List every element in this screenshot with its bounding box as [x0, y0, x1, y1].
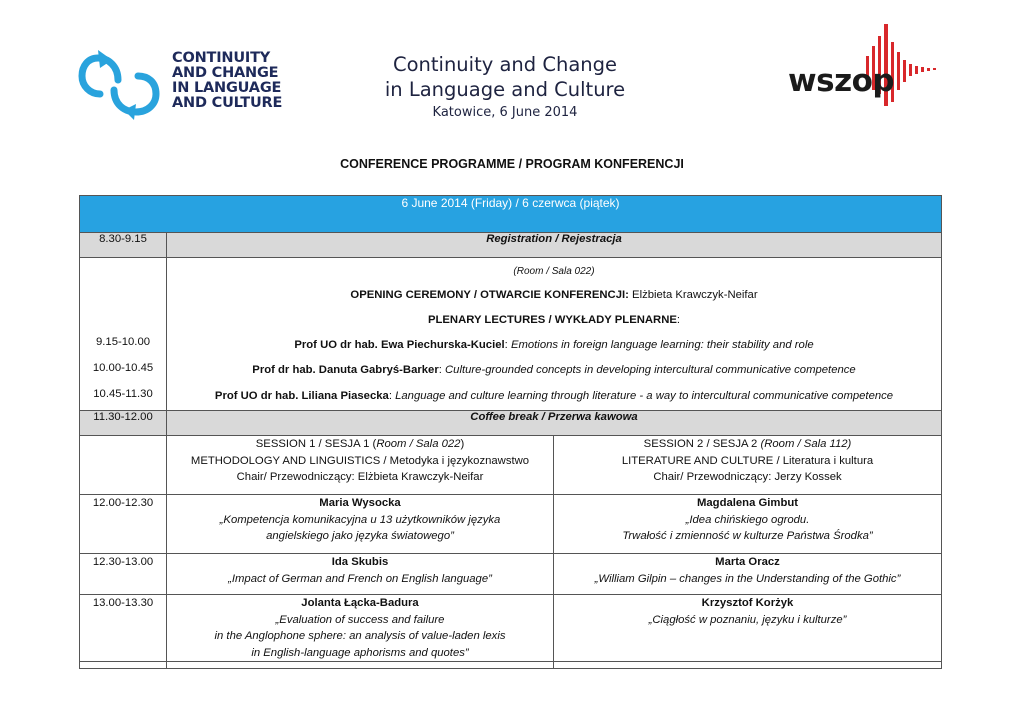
registration-row: [80, 233, 942, 258]
conference-title-line1: Continuity and Change: [392, 53, 618, 76]
plenary-room: (Room / Sala 022): [513, 266, 595, 277]
session-2-chair: Chair/ Przewodniczący: Jerzy Kossek: [653, 471, 842, 483]
time-cell: 12.30-13.00: [80, 554, 167, 595]
talk-title-line: „Idea chińskiego ogrodu.: [685, 513, 810, 526]
time-cell: 10.45-11.30: [93, 388, 153, 400]
talk-speaker: Krzysztof Korżyk: [701, 597, 794, 609]
coffee-break-label: Coffee break / Przerwa kawowa: [167, 411, 942, 436]
time-cell: [80, 436, 167, 495]
coffee-break-row: [80, 411, 942, 436]
plenary-talk: Prof UO dr hab. Liliana Piasecka: Language and culture learning through literature - a way to intercultural communicative competence: [214, 390, 894, 402]
session-1-talk: [167, 595, 554, 662]
empty-cell: [80, 662, 167, 669]
session-2-talk: [554, 554, 942, 595]
slot-row: [80, 495, 942, 554]
session-1-topic: METHODOLOGY AND LINGUISTICS / Metodyka i językoznawstwo: [190, 454, 530, 467]
time-cell: 12.00-12.30: [80, 495, 167, 554]
talk-speaker: Maria Wysocka: [319, 497, 401, 509]
plenary-lectures-colon: :: [676, 314, 681, 326]
plenary-body: [167, 258, 942, 411]
plenary-talk: Prof UO dr hab. Ewa Piechurska-Kuciel: Emotions in foreign language learning: their stability and role: [294, 339, 814, 351]
talk-title-line: in the Anglophone sphere: an analysis of value-laden lexis: [214, 630, 506, 642]
logo-line: AND CHANGE: [172, 65, 279, 81]
programme-table: [79, 195, 942, 669]
time-cell: 13.00-13.30: [80, 595, 167, 662]
talk-title-line: in English-language aphorisms and quotes”: [251, 646, 469, 659]
talk-title-line: „Evaluation of success and failure: [275, 613, 445, 626]
time-cell: 10.00-10.45: [92, 362, 154, 374]
empty-cell: [167, 662, 554, 669]
talk-speaker: Prof UO dr hab. Ewa Piechurska-Kuciel: [294, 339, 505, 351]
talk-speaker: Ida Skubis: [331, 556, 389, 568]
plenary-row: [80, 258, 942, 411]
opening-ceremony: [167, 289, 941, 301]
empty-cell: [554, 662, 942, 669]
wszop-logo-text: wszop: [788, 63, 895, 99]
opening-label: OPENING CEREMONY / OTWARCIE KONFERENCJI:: [350, 289, 629, 301]
plenary-lectures-heading: [167, 314, 941, 326]
session-1-room: Room / Sala 022: [376, 438, 461, 450]
plenary-times: [80, 258, 167, 411]
conference-title-block: [330, 52, 680, 123]
time-cell: 9.15-10.00: [95, 336, 151, 348]
sessions-header-row: [80, 436, 942, 495]
talk-speaker: Marta Oracz: [715, 556, 780, 568]
wszop-logo: [788, 22, 948, 110]
cycle-arrows-icon: [78, 50, 162, 120]
day-header-row: [80, 196, 942, 233]
talk-speaker: Jolanta Łącka-Badura: [301, 597, 419, 609]
talk-title-line: „Ciągłość w poznaniu, języku i kulturze”: [648, 613, 847, 626]
talk-title-line: „William Gilpin – changes in the Understanding of the Gothic”: [594, 572, 901, 585]
talk-title: Emotions in foreign language learning: their stability and role: [510, 339, 814, 351]
opening-person: Elżbieta Krawczyk-Neifar: [632, 289, 758, 301]
logo-line: AND CULTURE: [172, 95, 283, 111]
talk-speaker: Prof dr hab. Danuta Gabryś-Barker: [252, 364, 439, 376]
logo-line: CONTINUITY: [172, 50, 271, 66]
talk-title: Language and culture learning through literature - a way to intercultural communicative competence: [395, 390, 894, 402]
session-2-room: (Room / Sala 112): [760, 438, 852, 450]
talk-title-line: „Kompetencja komunikacyjna u 13 użytkowników języka: [219, 513, 501, 526]
plenary-lectures-label: PLENARY LECTURES / WYKŁADY PLENARNE: [427, 314, 677, 326]
session-1-label: SESSION 1 / SESJA 1 (: [255, 438, 377, 450]
page-header: [0, 0, 1024, 140]
plenary-talk: Prof dr hab. Danuta Gabryś-Barker: Culture-grounded concepts in developing intercultural communicative competence: [252, 364, 856, 376]
talk-title-line: angielskiego jako języka światowego”: [266, 530, 454, 542]
conference-place-date: Katowice, 6 June 2014: [432, 105, 578, 120]
talk-title: Culture-grounded concepts in developing intercultural communicative competence: [445, 364, 856, 376]
registration-label: Registration / Rejestracja: [167, 233, 942, 258]
talk-title-line: Trwałość i zmienność w kulturze Państwa Środka”: [622, 530, 873, 542]
programme-title: CONFERENCE PROGRAMME / PROGRAM KONFERENCJI: [340, 157, 684, 171]
logo-line: IN LANGUAGE: [172, 80, 282, 96]
session-1-label-end: ): [460, 438, 465, 450]
empty-row: [80, 662, 942, 669]
slot-row: [80, 595, 942, 662]
conference-logo-text: [172, 51, 282, 111]
session-1-talk: [167, 554, 554, 595]
time-cell: 11.30-12.00: [80, 411, 167, 436]
session-2-label: SESSION 2 / SESJA 2: [643, 438, 761, 450]
talk-speaker: Magdalena Gimbut: [696, 497, 799, 509]
session-2-header: [554, 436, 942, 495]
talk-speaker: Prof UO dr hab. Liliana Piasecka: [214, 390, 389, 402]
time-cell: 8.30-9.15: [80, 233, 167, 258]
day-label: 6 June 2014 (Friday) / 6 czerwca (piątek): [80, 196, 942, 233]
conference-title-line2: in Language and Culture: [384, 78, 626, 101]
session-2-talk: [554, 495, 942, 554]
session-2-topic: LITERATURE AND CULTURE / Literatura i kultura: [621, 454, 874, 467]
session-1-header: [167, 436, 554, 495]
talk-title-line: „Impact of German and French on English language”: [228, 572, 492, 585]
session-1-chair: Chair/ Przewodniczący: Elżbieta Krawczyk-Neifar: [236, 471, 484, 483]
slot-row: [80, 554, 942, 595]
session-1-talk: [167, 495, 554, 554]
session-2-talk: [554, 595, 942, 662]
conference-logo: [78, 46, 298, 122]
